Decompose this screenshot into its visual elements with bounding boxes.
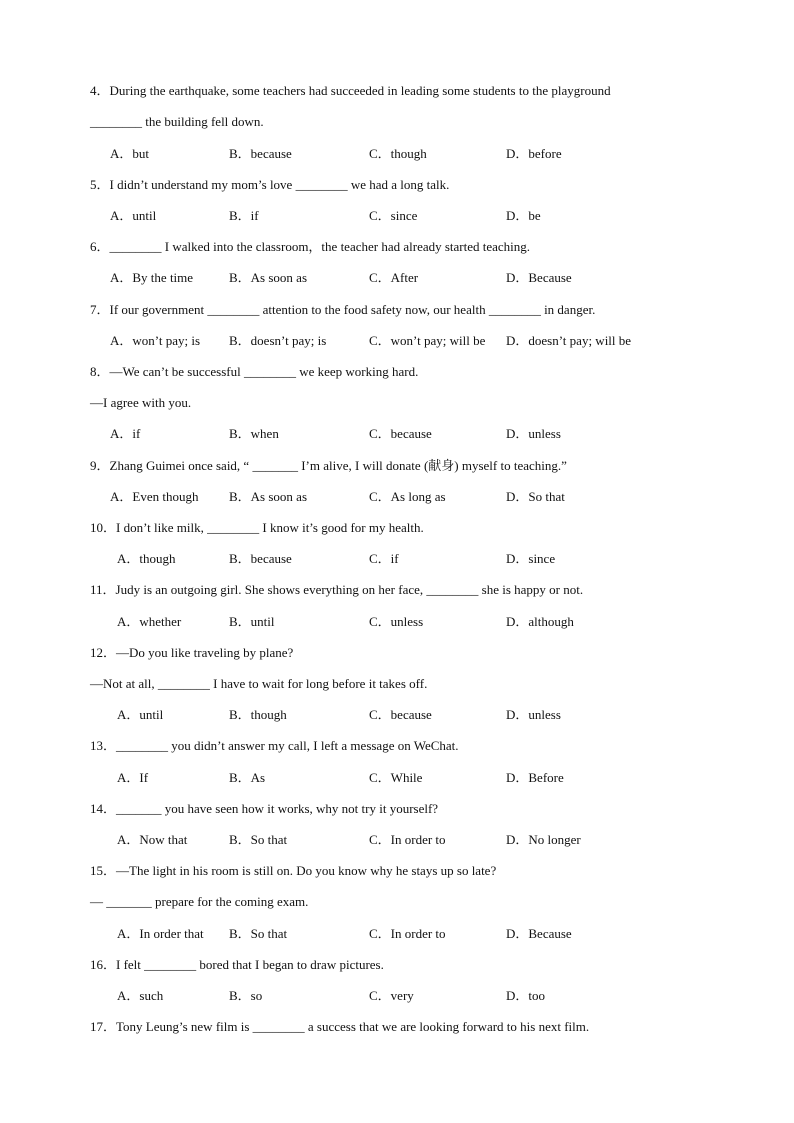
- option-b[interactable]: B．As soon as: [229, 489, 308, 504]
- option-b[interactable]: B．because: [229, 146, 292, 161]
- question-4-stem-line-1: 4．During the earthquake, some teachers had succeeded in leading some students to the playground: [90, 83, 611, 98]
- question-8-stem-line-2: —I agree with you.: [90, 395, 192, 410]
- question-10-stem-line-1: 10．I don’t like milk, ________ I know it’s good for my health.: [90, 520, 424, 535]
- option-b[interactable]: B．So that: [229, 926, 288, 941]
- option-c[interactable]: C．if: [369, 551, 399, 566]
- option-a[interactable]: A．won’t pay; is: [110, 333, 201, 348]
- question-16-stem-line-1: 16．I felt ________ bored that I began to draw pictures.: [90, 957, 384, 972]
- option-a[interactable]: A．By the time: [110, 270, 194, 285]
- option-b[interactable]: B．doesn’t pay; is: [229, 333, 327, 348]
- question-12-stem-line-1: 12．—Do you like traveling by plane?: [90, 645, 294, 660]
- option-d[interactable]: D．Because: [506, 270, 572, 285]
- option-b[interactable]: B．As soon as: [229, 270, 308, 285]
- option-c[interactable]: C．because: [369, 426, 432, 441]
- question-4-stem-line-2: ________ the building fell down.: [90, 114, 264, 129]
- option-b[interactable]: B．As: [229, 770, 266, 785]
- option-b[interactable]: B．because: [229, 551, 292, 566]
- question-17-stem-line-1: 17．Tony Leung’s new film is ________ a success that we are looking forward to his next film.: [90, 1019, 590, 1034]
- question-9-stem-line-1: 9．Zhang Guimei once said, “ _______ I’m alive, I will donate (献身) myself to teaching.”: [90, 458, 567, 473]
- option-c[interactable]: C．since: [369, 208, 418, 223]
- option-b[interactable]: B．if: [229, 208, 259, 223]
- question-6-stem-line-1: 6．________ I walked into the classroom，the teacher had already started teaching.: [90, 239, 531, 254]
- option-b[interactable]: B．when: [229, 426, 279, 441]
- option-c[interactable]: C．because: [369, 707, 432, 722]
- option-c[interactable]: C．In order to: [369, 832, 446, 847]
- option-b[interactable]: B．though: [229, 707, 287, 722]
- option-c[interactable]: C．While: [369, 770, 423, 785]
- option-b[interactable]: B．so: [229, 988, 263, 1003]
- option-a[interactable]: A．In order that: [117, 926, 204, 941]
- question-5-stem-line-1: 5．I didn’t understand my mom’s love ________ we had a long talk.: [90, 177, 450, 192]
- option-d[interactable]: D．although: [506, 614, 574, 629]
- option-c[interactable]: C．though: [369, 146, 427, 161]
- question-14-stem-line-1: 14．_______ you have seen how it works, why not try it yourself?: [90, 801, 439, 816]
- question-5-options: [0, 207, 794, 225]
- option-c[interactable]: C．After: [369, 270, 419, 285]
- question-8-options: [0, 425, 794, 443]
- option-d[interactable]: D．too: [506, 988, 546, 1003]
- option-a[interactable]: A．If: [117, 770, 149, 785]
- option-d[interactable]: D．be: [506, 208, 541, 223]
- question-13-options: [0, 769, 794, 787]
- option-a[interactable]: A．whether: [117, 614, 182, 629]
- option-a[interactable]: A．until: [117, 707, 164, 722]
- question-11-stem-line-1: 11．Judy is an outgoing girl. She shows everything on her face, ________ she is happy or not.: [90, 582, 584, 597]
- question-6-options: [0, 269, 794, 287]
- option-a[interactable]: A．until: [110, 208, 157, 223]
- question-12-stem-line-2: —Not at all, ________ I have to wait for long before it takes off.: [90, 676, 428, 691]
- option-a[interactable]: A．but: [110, 146, 150, 161]
- option-a[interactable]: A．Now that: [117, 832, 188, 847]
- option-b[interactable]: B．until: [229, 614, 275, 629]
- option-c[interactable]: C．In order to: [369, 926, 446, 941]
- option-d[interactable]: D．since: [506, 551, 556, 566]
- option-d[interactable]: D．unless: [506, 707, 561, 722]
- question-9-options: [0, 488, 794, 506]
- question-15-stem-line-2: — _______ prepare for the coming exam.: [90, 894, 309, 909]
- option-d[interactable]: D．before: [506, 146, 562, 161]
- question-8-stem-line-1: 8．—We can’t be successful ________ we keep working hard.: [90, 364, 419, 379]
- question-11-options: [0, 613, 794, 631]
- option-c[interactable]: C．As long as: [369, 489, 446, 504]
- option-d[interactable]: D．doesn’t pay; will be: [506, 333, 632, 348]
- option-a[interactable]: A．if: [110, 426, 141, 441]
- option-d[interactable]: D．No longer: [506, 832, 581, 847]
- question-15-stem-line-1: 15．—The light in his room is still on. Do you know why he stays up so late?: [90, 863, 497, 878]
- question-14-options: [0, 831, 794, 849]
- option-c[interactable]: C．very: [369, 988, 414, 1003]
- option-a[interactable]: A．though: [117, 551, 176, 566]
- question-7-stem-line-1: 7．If our government ________ attention to the food safety now, our health ________ in danger.: [90, 302, 596, 317]
- option-d[interactable]: D．unless: [506, 426, 561, 441]
- option-d[interactable]: D．Before: [506, 770, 564, 785]
- question-7-options: [0, 332, 794, 350]
- option-c[interactable]: C．won’t pay; will be: [369, 333, 486, 348]
- option-d[interactable]: D．Because: [506, 926, 572, 941]
- option-a[interactable]: A．Even though: [110, 489, 199, 504]
- question-4-options: [0, 145, 794, 163]
- question-13-stem-line-1: 13．________ you didn’t answer my call, I left a message on WeChat.: [90, 738, 459, 753]
- question-10-options: [0, 550, 794, 568]
- question-12-options: [0, 706, 794, 724]
- option-a[interactable]: A．such: [117, 988, 164, 1003]
- option-c[interactable]: C．unless: [369, 614, 424, 629]
- question-15-options: [0, 925, 794, 943]
- option-b[interactable]: B．So that: [229, 832, 288, 847]
- option-d[interactable]: D．So that: [506, 489, 565, 504]
- question-16-options: [0, 987, 794, 1005]
